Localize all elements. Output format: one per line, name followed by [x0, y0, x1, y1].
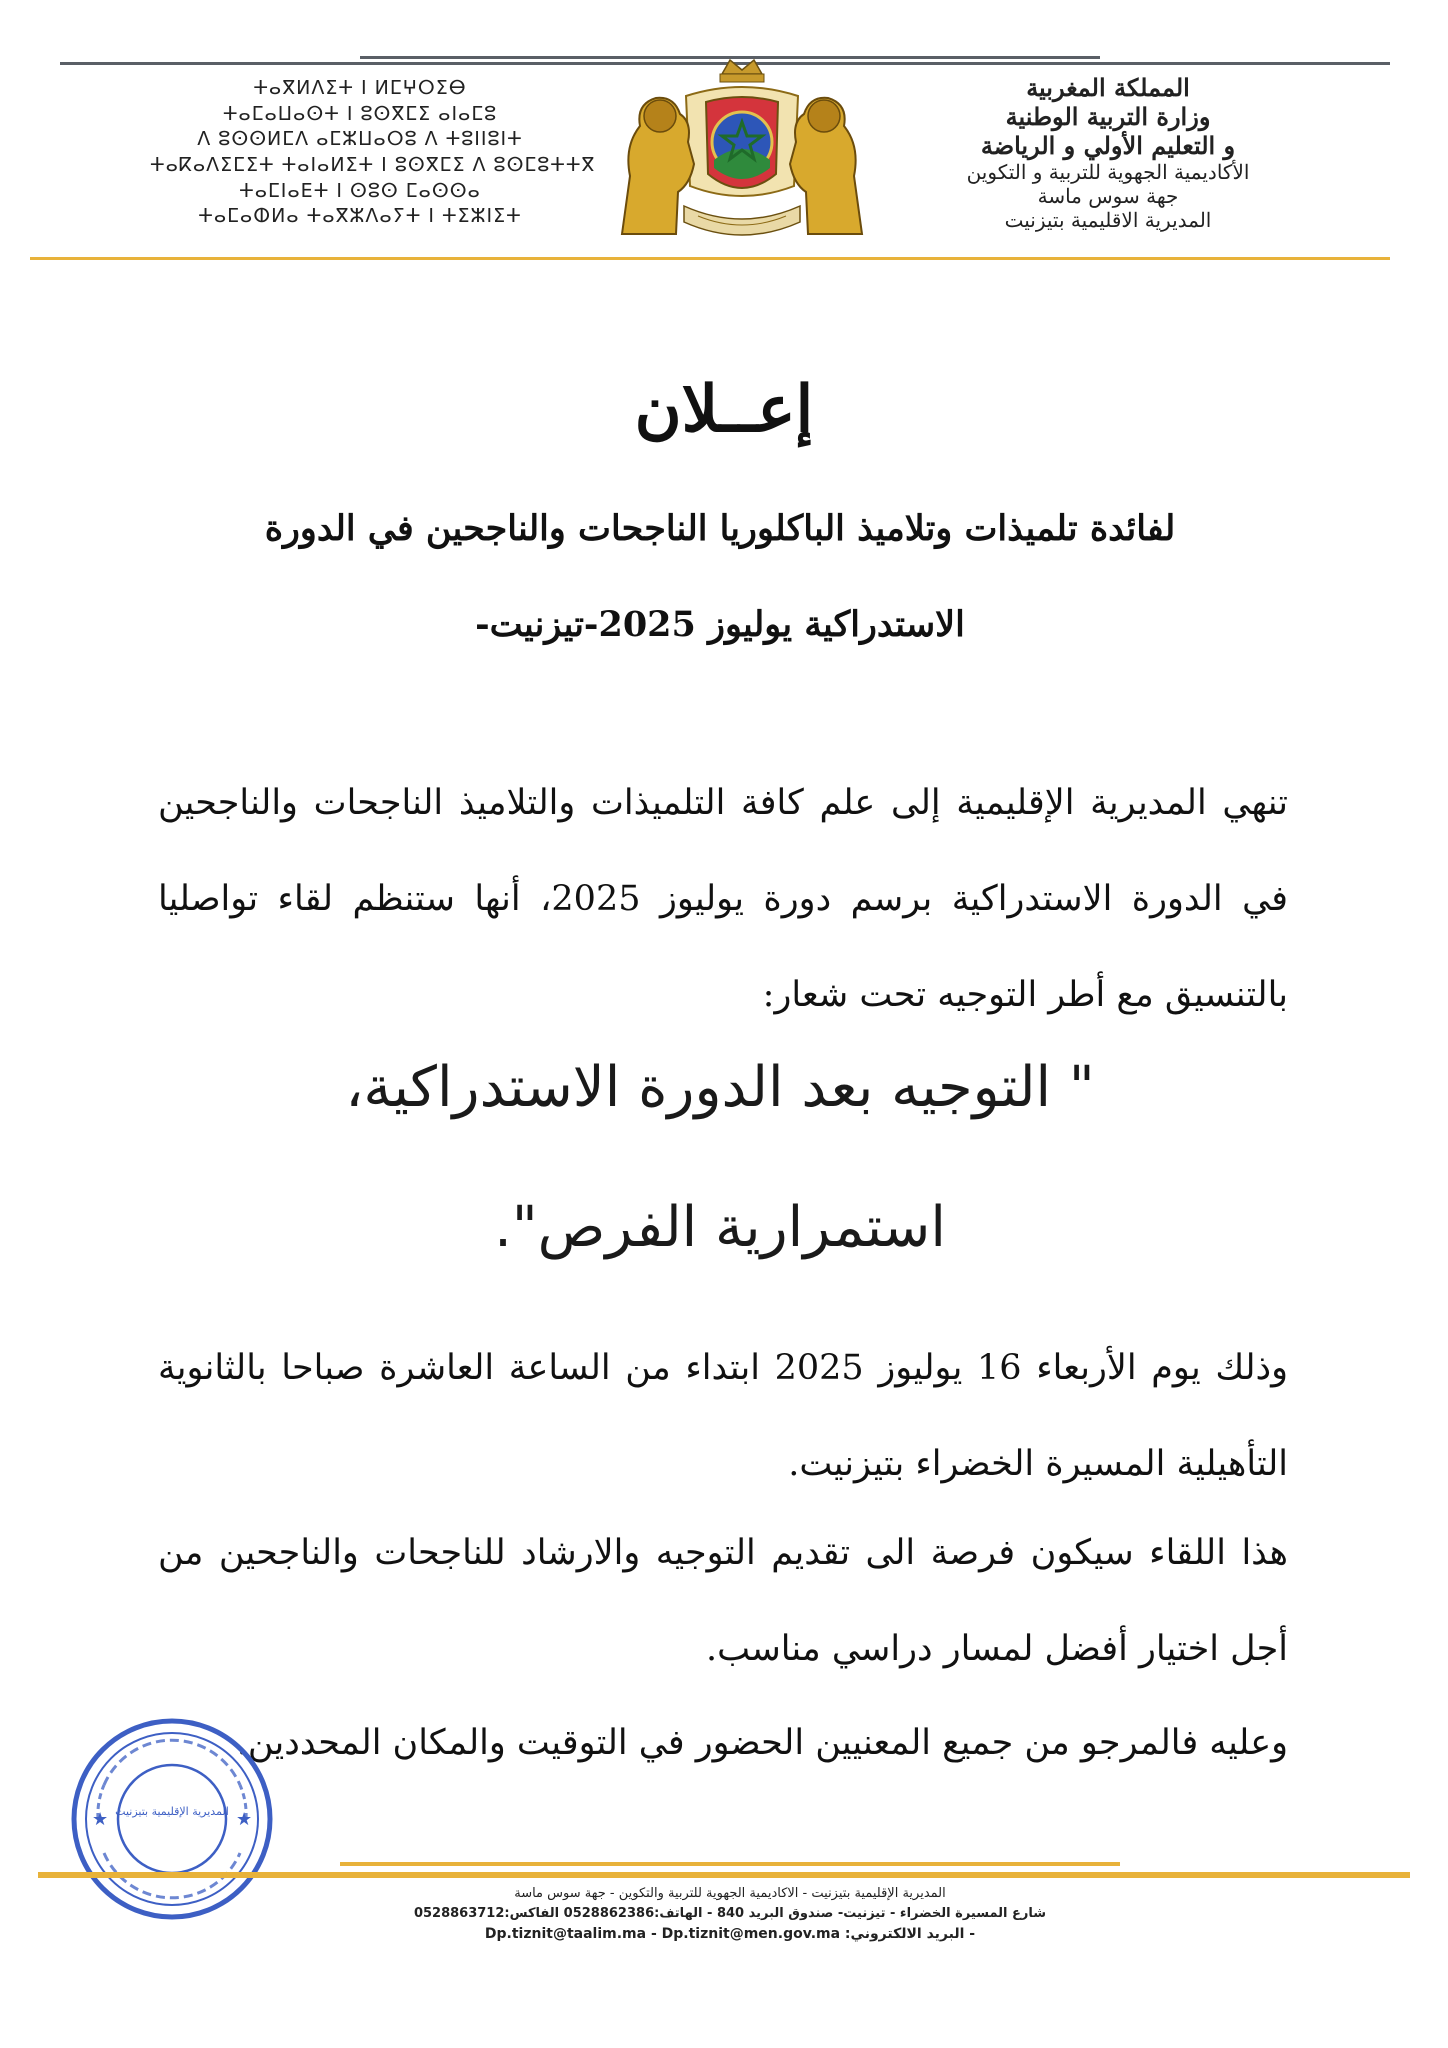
subtitle-line: الاستدراكية يوليوز 2025-تيزنيت-: [475, 604, 965, 645]
header-tifinagh-line: ⵜⴰⴽⴰⴷⵉⵎⵉⵜ ⵜⴰⵏⴰⵍⵉⵜ ⵏ ⵓⵙⴳⵎⵉ ⴷ ⵓⵙⵎⵓⵜⵜⴳ: [150, 153, 596, 176]
announcement-paragraph: تنهي المديرية الإقليمية إلى علم كافة التلميذات والتلاميذ الناجحات والناجحين في الدورة الاستدراكية برسم دورة يوليوز 2025، أنها ستنظم لقاء تواصليا بالتنسيق مع أطر التوجيه تحت شعار:: [158, 783, 1288, 1015]
footer-line-email: - البريد الالكتروني: Dp.tiznit@taalim.ma - Dp.tiznit@men.gov.ma: [484, 1926, 976, 1943]
header-arabic-line: جهة سوس ماسة: [1037, 184, 1179, 209]
header-arabic-line: المديرية الاقليمية بتيزنيت: [1004, 208, 1212, 233]
header-tifinagh-line: ⵜⴰⵎⴰⵡⴰⵙⵜ ⵏ ⵓⵙⴳⵎⵉ ⴰⵏⴰⵎⵓ: [222, 102, 498, 125]
svg-text:★: ★: [236, 1809, 253, 1830]
header-tifinagh-block: [150, 76, 596, 230]
closing-paragraph: وعليه فالمرجو من جميع المعنيين الحضور في التوقيت والمكان المحددين.: [236, 1723, 1288, 1763]
header-arabic-line: الأكاديمية الجهوية للتربية و التكوين: [966, 160, 1250, 185]
header-tifinagh-line: ⵜⴰⵎⴰⵀⵍⴰ ⵜⴰⴳⵣⴷⴰⵢⵜ ⵏ ⵜⵉⵣⵏⵉⵜ: [198, 205, 522, 228]
footer-line-address: شارع المسيرة الخضراء - تيزنيت- صندوق البريد 840 - الهاتف:0528862386 الفاكس:0528863712: [413, 1906, 1047, 1922]
header-arabic-line: و التعليم الأولي و الرياضة: [980, 130, 1236, 160]
footer-contact: [300, 1884, 1160, 1946]
date-location-paragraph: وذلك يوم الأربعاء 16 يوليوز 2025 ابتداء من الساعة العاشرة صباحا بالثانوية التأهيلية المسيرة الخضراء بتيزنيت.: [158, 1348, 1288, 1484]
page-title: إعــلان: [634, 372, 814, 447]
slogan-line: استمرارية الفرص".: [494, 1195, 946, 1260]
royal-emblem-icon: [594, 56, 890, 252]
header-tifinagh-line: ⵜⴰⵎⵏⴰⴹⵜ ⵏ ⵙⵓⵙ ⵎⴰⵙⵙⴰ: [239, 179, 481, 202]
header-arabic-block: [898, 74, 1318, 232]
footer-line-organization: المديرية الإقليمية بتيزنيت - الاكاديمية الجهوية للتربية والتكوين - جهة سوس ماسة: [514, 1886, 946, 1901]
official-stamp-icon: [68, 1715, 276, 1923]
purpose-paragraph: هذا اللقاء سيكون فرصة الى تقديم التوجيه والارشاد للناجحات والناجحين من أجل اختيار أفضل لمسار دراسي مناسب.: [158, 1533, 1288, 1669]
header-bottom-rule: [30, 257, 1390, 260]
header-arabic-line: وزارة التربية الوطنية: [1005, 101, 1211, 131]
stamp-text: المديرية الإقليمية بتيزنيت: [115, 1805, 229, 1818]
subtitle-line: لفائدة تلميذات وتلاميذ الباكلوريا الناجحات والناجحين في الدورة: [264, 508, 1176, 549]
svg-text:★: ★: [92, 1809, 109, 1830]
header-arabic-line: المملكة المغربية: [1026, 73, 1190, 102]
slogan-line: " التوجيه بعد الدورة الاستدراكية،: [345, 1055, 1095, 1120]
header-tifinagh-line: ⴷ ⵓⵙⵙⵍⵎⴷ ⴰⵎⵣⵡⴰⵔⵓ ⴷ ⵜⵓⵏⵏⵓⵏⵜ: [197, 128, 523, 151]
footer-rule-notch: [340, 1862, 1120, 1866]
header-tifinagh-line: ⵜⴰⴳⵍⴷⵉⵜ ⵏ ⵍⵎⵖⵔⵉⴱ: [253, 77, 467, 99]
footer-rule: [38, 1872, 1410, 1878]
